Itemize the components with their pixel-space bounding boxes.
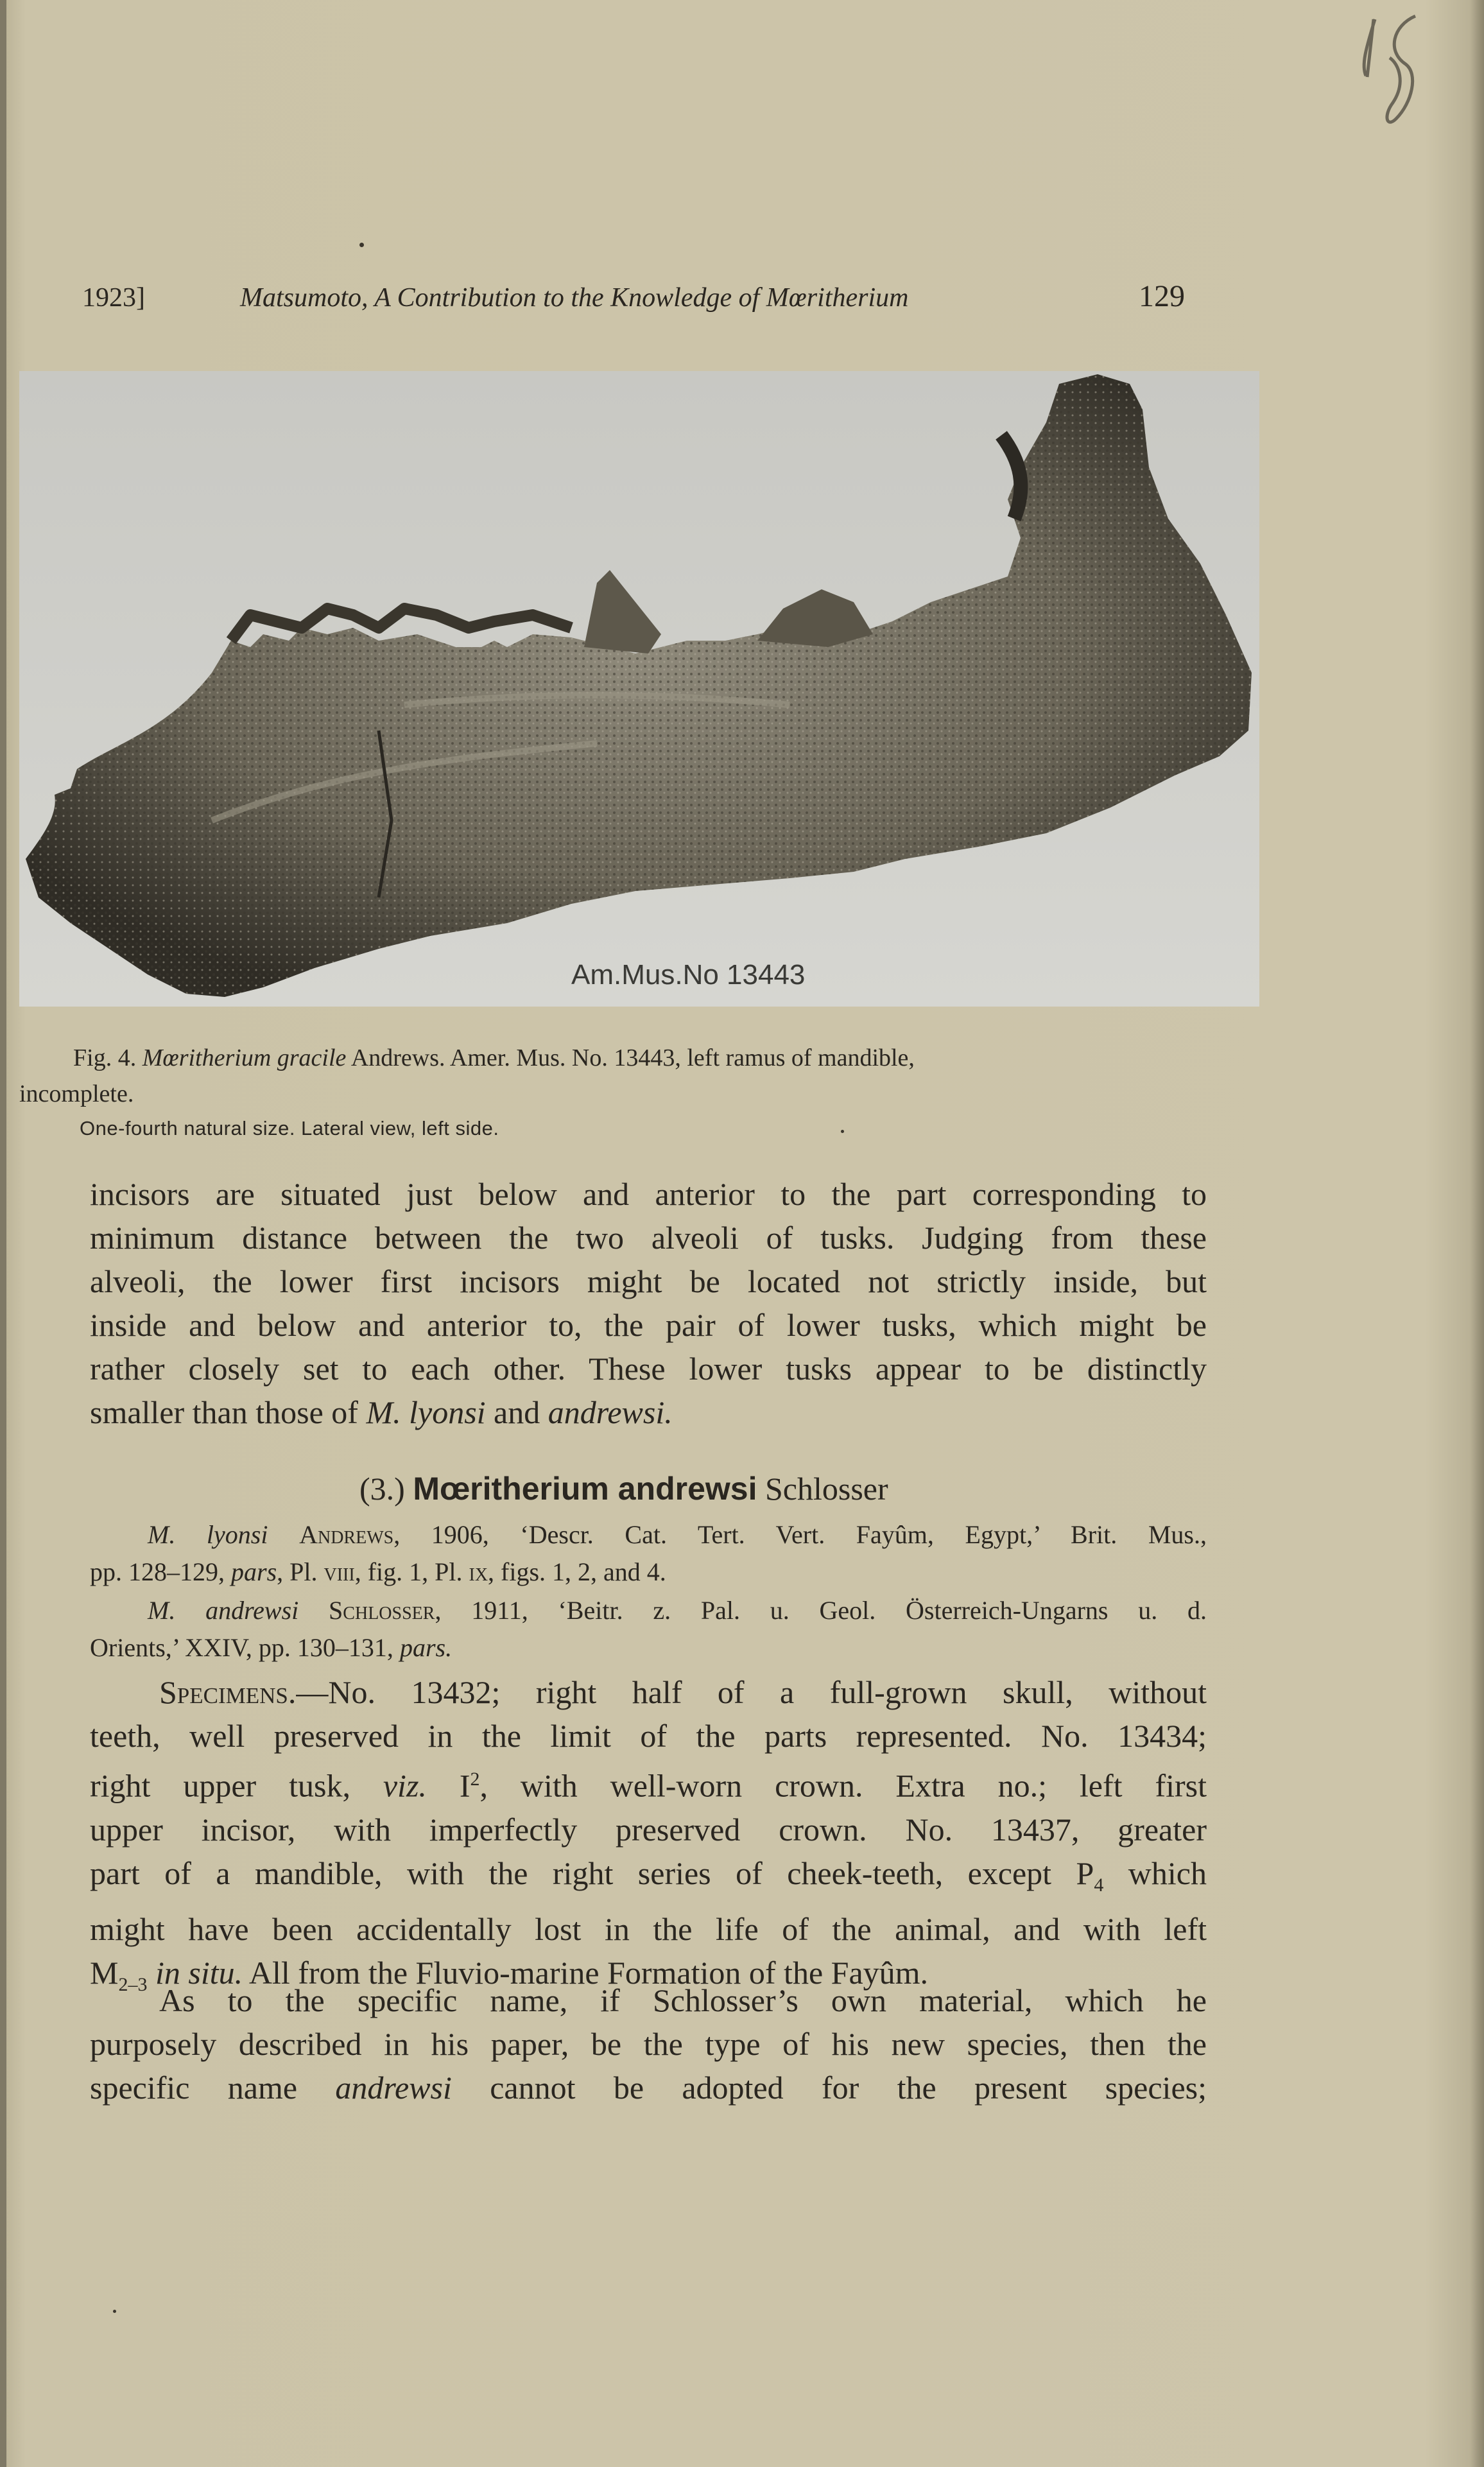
text-line: specific name andrewsi cannot be adopted for the present species; — [90, 2070, 1207, 2106]
caption-scale-note: One-fourth natural size. Lateral view, left side. — [80, 1117, 499, 1139]
figure-caption — [19, 1040, 1457, 1112]
text-line: smaller than those of M. lyonsi and andrewsi. — [90, 1394, 673, 1430]
paragraph-specimens — [90, 1670, 1207, 2007]
text-line: Orients,’ XXIV, pp. 130–131, pars. — [90, 1633, 453, 1662]
running-head-title: Matsumoto, A Contribution to the Knowledge of Mœritherium — [240, 283, 909, 313]
text-line: Specimens.—No. 13432; right half of a full-grown skull, without — [159, 1674, 1207, 1710]
text-line: teeth, well preserved in the limit of the parts represented. No. 13434; — [90, 1718, 1207, 1754]
text-line: might have been accidentally lost in the life of the animal, and with left — [90, 1910, 1207, 1947]
caption-description: Amer. Mus. No. 13443, left ramus of mandible, — [449, 1044, 915, 1071]
print-speck — [359, 243, 364, 247]
section-species: Mœritherium andrewsi — [413, 1471, 757, 1507]
caption-author: Andrews. — [350, 1044, 445, 1071]
running-head-year: 1923] — [82, 283, 145, 313]
print-speck — [113, 2310, 116, 2313]
section-heading — [359, 1470, 888, 1507]
specimens-label: Specimens — [159, 1674, 288, 1710]
text-line: right upper tusk, viz. $I^2$, with well-worn crown. Extra no.; left first — [90, 1767, 1207, 1804]
synonymy-entry-andrewsi — [90, 1592, 1207, 1666]
paragraph-incisors — [90, 1172, 1207, 1434]
running-head — [82, 279, 1193, 327]
section-author: Schlosser — [765, 1471, 888, 1507]
page-number: 129 — [1139, 279, 1185, 313]
text-line: $M_{2-3}$ in situ. All from the Fluvio-marine Formation of the Fayûm. — [90, 1954, 929, 1995]
text-line: minimum distance between the two alveoli of tusks. Judging from these — [90, 1220, 1207, 1256]
caption-description-cont: incomplete. — [19, 1080, 134, 1107]
text-line: rather closely set to each other. These lower tusks appear to be distinctly — [90, 1351, 1207, 1387]
print-speck — [841, 1130, 844, 1133]
text-line: inside and below and anterior to, the pair of lower tusks, which might be — [90, 1307, 1207, 1343]
text-line: incisors are situated just below and anterior to the part corresponding to — [90, 1176, 1207, 1212]
figure-photo-mandible — [19, 371, 1259, 1007]
text-line: purposely described in his paper, be the type of his new species, then the — [90, 2026, 1207, 2062]
caption-species: Mœritherium gracile — [142, 1044, 347, 1071]
section-number: (3.) — [359, 1471, 405, 1507]
text-line: M. lyonsi Andrews, 1906, ‘Descr. Cat. Tert. Vert. Fayûm, Egypt,’ Brit. Mus., — [148, 1520, 1207, 1549]
handwritten-page-annotation — [1354, 6, 1425, 135]
binding-edge — [0, 0, 6, 2467]
text-line: upper incisor, with imperfectly preserved crown. No. 13437, greater — [90, 1811, 1207, 1848]
photo-specimen-label: Am.Mus.No 13443 — [571, 959, 806, 991]
synonymy-entry-lyonsi — [90, 1516, 1207, 1591]
text-line: M. andrewsi Schlosser, 1911, ‘Beitr. z. Pal. u. Geol. Österreich-Ungarns u. d. — [148, 1596, 1207, 1625]
paragraph-specific-name — [90, 1978, 1207, 2109]
text-line: alveoli, the lower first incisors might be located not strictly inside, but — [90, 1263, 1207, 1299]
text-line: pp. 128–129, pars, Pl. viii, fig. 1, Pl. ix, figs. 1, 2, and 4. — [90, 1557, 666, 1586]
text-line: As to the specific name, if Schlosser’s own material, which he — [159, 1982, 1207, 2018]
caption-figure-number: Fig. 4. — [73, 1044, 137, 1071]
text-line: part of a mandible, with the right series of cheek-teeth, except $P_4$ which — [90, 1855, 1207, 1896]
